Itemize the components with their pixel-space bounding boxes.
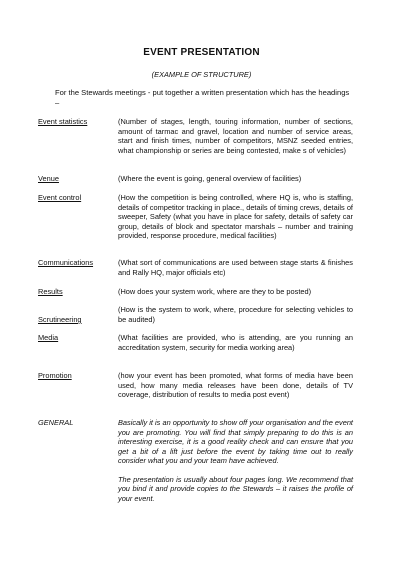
general-paragraph-2: The presentation is usually about four pages long. We recommend that you bind it and provide copies to the Stewards – it raises the profile of your event. <box>118 474 353 503</box>
section-term: Scrutineering <box>38 315 82 324</box>
section-term: Venue <box>38 174 59 183</box>
section-description: (Number of stages, length, touring information, number of sections, amount of tarmac and gravel, location and number of service areas, start and finish times, number of competitors, MSNZ seeded entries, what championship or series are being contested, make s of vehicles) <box>118 117 353 155</box>
intro-paragraph: For the Stewards meetings - put together a written presentation which has the headings – <box>55 88 350 108</box>
general-description <box>118 418 353 503</box>
section-description: (How the competition is being controlled, where HQ is, who is staffing, details of competitor tracking in place., details of timing crews, details of sweeper, Safety (what you have in place for safety, details of safety car group, details of block and spectator marshals – number and training provided, response procedure, medical facilities) <box>118 193 353 240</box>
section-term: GENERAL <box>38 418 74 427</box>
section-description: (What facilities are provided, who is attending, are you running an accreditation system, security for media working area) <box>118 333 353 352</box>
section-description: (how your event has been promoted, what forms of media have been used, how many media releases have been done, details of TV coverage, distribution of results to media post event) <box>118 371 353 399</box>
section-description: (How does your system work, where are they to be posted) <box>118 287 312 296</box>
document-title: EVENT PRESENTATION <box>143 47 260 58</box>
section-description: (How is the system to work, where, procedure for selecting vehicles to be audited) <box>118 305 353 324</box>
section-term: Event control <box>38 193 82 202</box>
section-term: Results <box>38 287 63 296</box>
section-description: (Where the event is going, general overview of facilities) <box>118 174 302 183</box>
section-description: (What sort of communications are used between stage starts & finishes and Rally HQ, major officials etc) <box>118 258 353 277</box>
document-subtitle: (EXAMPLE OF STRUCTURE) <box>151 70 252 79</box>
general-paragraph-1: Basically it is an opportunity to show off your organisation and the event you are promoting. You will find that simply preparing to do this is an interesting exercise, it is a good reality check and can ensure that you get a bit of a lift just before the event by taking time out to really consider what you and your team have achieved. <box>118 418 353 465</box>
section-term: Communications <box>38 258 94 267</box>
section-term: Promotion <box>38 371 72 380</box>
section-term: Media <box>38 333 59 342</box>
section-term: Event statistics <box>38 117 88 126</box>
